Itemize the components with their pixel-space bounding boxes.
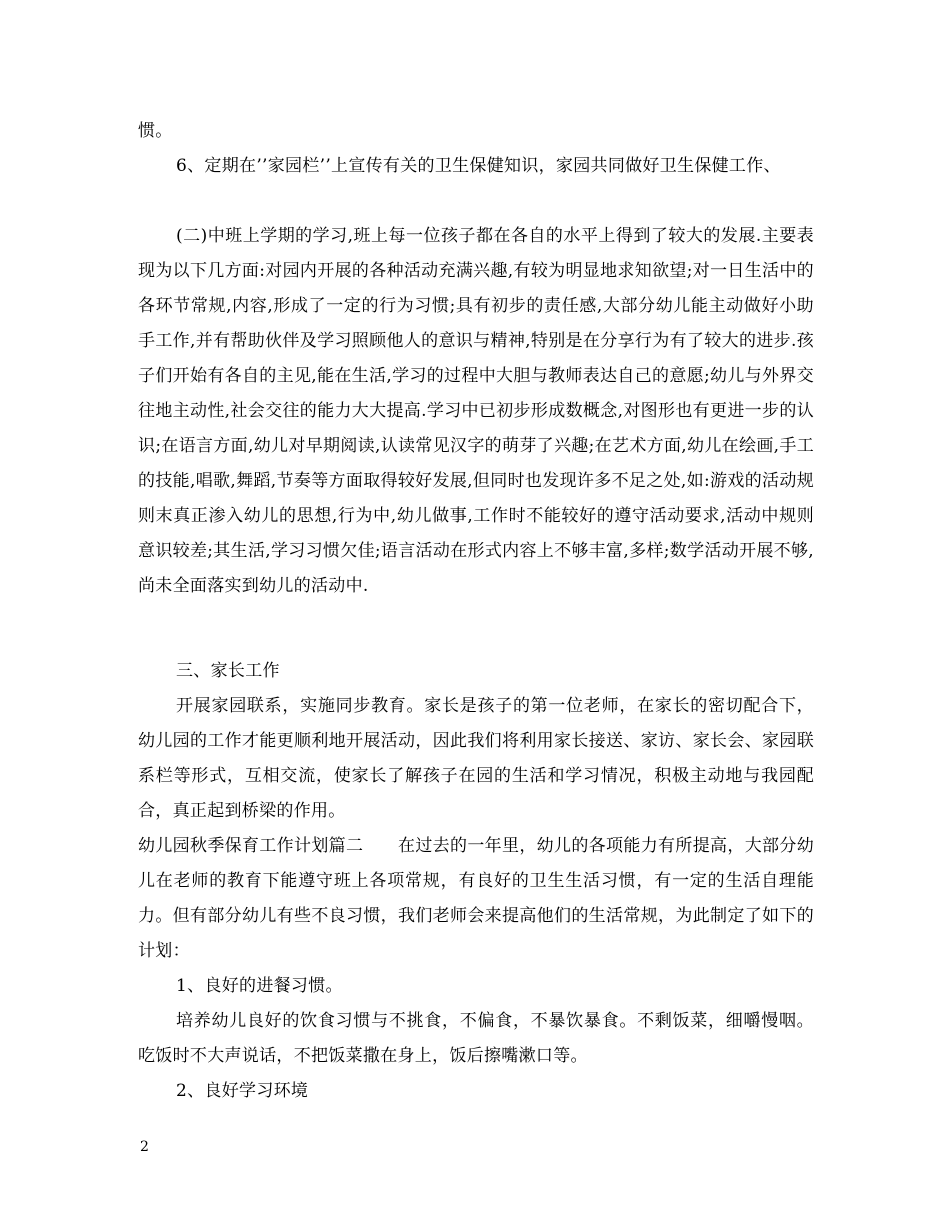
paragraph-item-1: 1、良好的进餐习惯。 [176,976,343,996]
paragraph-continuation: 惯。 [138,121,173,141]
section-heading-parent-work: 三、家长工作 [176,661,280,681]
paragraph-section-2: (二)中班上学期的学习,班上每一位孩子都在各自的水平上得到了较大的发展.主要表现为以下几方面:对园内开展的各种活动充满兴趣,有较为明显地求知欲望;对一日生活中的各环节常规,内容,形成了一定的行为习惯;具有初步的责任感,大部分幼儿能主动做好小助手工作,并有帮助伙伴及学习照顾他人的意识与精神,特别是在分享行为有了较大的进步.孩子们开始有各自的主见,能在生活,学习的过程中大胆与教师表达自己的意愿;幼儿与外界交往地主动性,社会交往的能力大大提高.学习中已初步形成数概念,对图形也有更进一步的认识;在语言方面,幼儿对早期阅读,认读常见汉字的萌芽了兴趣;在艺术方面,幼儿在绘画,手工的技能,唱歌,舞蹈,节奏等方面取得较好发展,但同时也发现许多不足之处,如:游戏的活动规则末真正渗入幼儿的思想,行为中,幼儿做事,工作时不能较好的遵守活动要求,活动中规则意识较差;其生活,学习习惯欠佳;语言活动在形式内容上不够丰富,多样;数学活动开展不够,尚未全面落实到幼儿的活动中. [138,226,814,596]
paragraph-item-2: 2、良好学习环境 [176,1081,309,1101]
paragraph-item-6: 6、定期在’’家园栏’’上宣传有关的卫生保健知识，家园共同做好卫生保健工作、 [176,156,781,176]
paragraph-plan-two-intro: 幼儿园秋季保育工作计划篇二 在过去的一年里，幼儿的各项能力有所提高，大部分幼儿在老师的教育下能遵守班上各项常规，有良好的卫生生活习惯，有一定的生活自理能力。但有部分幼儿有些不良习惯，我们老师会来提高他们的生活常规，为此制定了如下的计划： [138,836,814,961]
paragraph-parent-work: 开展家园联系，实施同步教育。家长是孩子的第一位老师，在家长的密切配合下，幼儿园的工作才能更顺利地开展活动，因此我们将利用家长接送、家访、家长会、家园联系栏等形式，互相交流，使家长了解孩子在园的生活和学习情况，积极主动地与我园配合，真正起到桥梁的作用。 [138,696,814,821]
page-number: 2 [140,1139,149,1155]
paragraph-eating-habits: 培养幼儿良好的饮食习惯与不挑食，不偏食，不暴饮暴食。不剩饭菜，细嚼慢咽。吃饭时不大声说话，不把饭菜撒在身上，饭后擦嘴漱口等。 [138,1011,814,1066]
